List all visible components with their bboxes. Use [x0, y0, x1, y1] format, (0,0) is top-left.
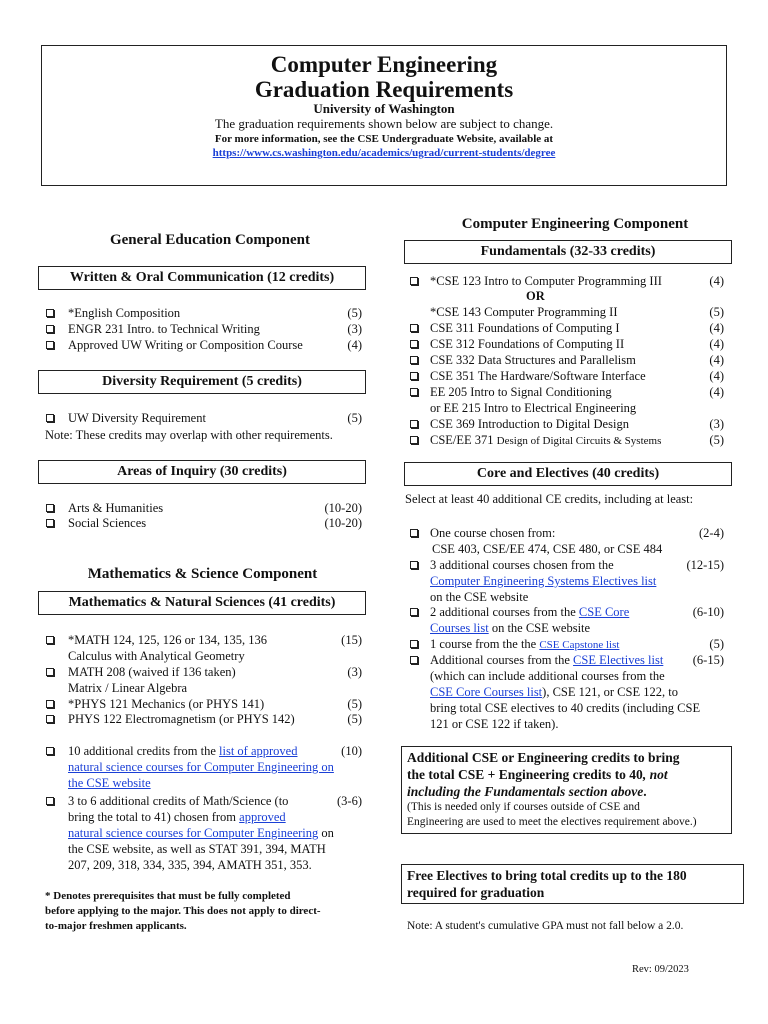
- math124-sub: Calculus with Analytical Geometry: [68, 649, 245, 663]
- extra36-line5: 207, 209, 318, 334, 335, 394, AMATH 351, 353.: [68, 858, 312, 872]
- bullet-icon: [46, 668, 54, 676]
- inquiry-item-1: Arts & Humanities: [68, 501, 164, 515]
- add-line2: the total CSE + Engineering credits to 40: [407, 767, 643, 782]
- math124: *MATH 124, 125, 126 or 134, 135, 136: [68, 633, 267, 647]
- diversity-note: Note: These credits may overlap with other requirements.: [45, 428, 333, 442]
- bullet-icon: [46, 700, 54, 708]
- inquiry-credit-1: (10-20): [324, 501, 362, 515]
- written-item-3: Approved UW Writing or Composition Course: [68, 338, 303, 352]
- approved-list-link-2[interactable]: natural science courses for Computer Engineering on: [68, 760, 334, 774]
- additional-credits-box: [401, 746, 732, 834]
- cse-core-link-2[interactable]: Courses list: [430, 621, 489, 635]
- core-box: Core and Electives (40 credits): [404, 462, 732, 486]
- revision: Rev: 09/2023: [632, 964, 689, 975]
- footnote: * Denotes prerequisites that must be fully completed before applying to the major. This does not apply to direct- to-major freshmen applicants.: [45, 890, 321, 932]
- core-credit-1: (2-4): [699, 526, 724, 540]
- bullet-icon: [46, 636, 54, 644]
- degree-link[interactable]: https://www.cs.washington.edu/academics/ugrad/current-students/degree: [212, 147, 556, 159]
- subject-to-change: The graduation requirements shown below are subject to change.: [214, 116, 554, 131]
- core-item-5-l4: bring total CSE electives to 40 credits (including CSE: [430, 701, 701, 715]
- core-item-5: Additional courses from the: [430, 653, 570, 667]
- bullet-icon: [46, 715, 54, 723]
- bullet-icon: [410, 656, 418, 664]
- bullet-icon: [46, 309, 54, 317]
- more-info: For more information, see the CSE Undergraduate Website, available at: [214, 133, 554, 145]
- inquiry-item-2: Social Sciences: [68, 516, 147, 530]
- bullet-icon: [410, 529, 418, 537]
- bullet-icon: [410, 372, 418, 380]
- core-item-1: One course chosen from:: [430, 526, 556, 540]
- add-line3-post: .: [643, 784, 647, 799]
- core-item-1-sub: CSE 403, CSE/EE 474, CSE 480, or CSE 484: [432, 542, 663, 556]
- fund-credit-1: (4): [709, 321, 724, 335]
- add-note1: (This is needed only if courses outside of CSE and: [407, 801, 640, 813]
- core-item-3: 2 additional courses from the: [430, 605, 576, 619]
- gen-ed-heading: General Education Component: [109, 232, 310, 248]
- written-credit-2: (3): [347, 322, 362, 336]
- cse369-credit: (3): [709, 417, 724, 431]
- bullet-icon: [46, 747, 54, 755]
- approved-list-link-3[interactable]: the CSE website: [68, 776, 151, 790]
- cse369: CSE 369 Introduction to Digital Design: [430, 417, 629, 431]
- cse371: CSE/EE 371: [430, 433, 494, 447]
- fund-credit-3: (4): [709, 353, 724, 367]
- written-item-1: *English Composition: [68, 306, 181, 320]
- fundamentals-box: Fundamentals (32-33 credits): [404, 240, 732, 264]
- ce-heading: Computer Engineering Component: [461, 216, 689, 232]
- diversity-box: Diversity Requirement (5 credits): [38, 370, 366, 394]
- bullet-icon: [410, 420, 418, 428]
- phys121-credit: (5): [347, 697, 362, 711]
- phys122: PHYS 122 Electromagnetism (or PHYS 142): [68, 712, 295, 726]
- extra10-text: 10 additional credits from the: [68, 744, 216, 758]
- fund-item-1: CSE 311 Foundations of Computing I: [430, 321, 620, 335]
- extra36-line1: 3 to 6 additional credits of Math/Science (to: [68, 794, 289, 808]
- systems-electives-link[interactable]: Computer Engineering Systems Electives list: [430, 574, 657, 588]
- core-item-4: 1 course from the the: [430, 637, 537, 651]
- add-line2-em: , not: [642, 767, 668, 782]
- extra36-on: on: [321, 826, 334, 840]
- core-credit-4: (5): [709, 637, 724, 651]
- bullet-icon: [410, 640, 418, 648]
- university: University of Washington: [313, 101, 455, 116]
- ee205-credit: (4): [709, 385, 724, 399]
- math-box: Mathematics & Natural Sciences (41 credits): [38, 591, 366, 615]
- capstone-link[interactable]: CSE Capstone list: [539, 639, 620, 651]
- extra10-credit: (10): [341, 744, 362, 758]
- fund-credit-2: (4): [709, 337, 724, 351]
- written-box: Written & Oral Communication (12 credits): [38, 266, 366, 290]
- bullet-icon: [46, 519, 54, 527]
- bullet-icon: [410, 388, 418, 396]
- core-item-5-l2: (which can include additional courses from the: [430, 669, 665, 683]
- core-intro: Select at least 40 additional CE credits, including at least:: [405, 492, 694, 506]
- add-line1: Additional CSE or Engineering credits to bring: [407, 750, 680, 765]
- phys122-credit: (5): [347, 712, 362, 726]
- bullet-icon: [46, 504, 54, 512]
- math124-credit: (15): [341, 633, 362, 647]
- title-line-2: Graduation Requirements: [254, 77, 514, 102]
- add-line3-em: including the Fundamentals section above: [407, 784, 644, 799]
- extra36-line4: the CSE website, as well as STAT 391, 394, MATH: [68, 842, 326, 856]
- fund-item-4: CSE 351 The Hardware/Software Interface: [430, 369, 646, 383]
- cse-electives-link[interactable]: CSE Electives list: [573, 653, 664, 667]
- core-credit-3: (6-10): [692, 605, 724, 619]
- free-line1: Free Electives to bring total credits up to the 180: [407, 868, 687, 883]
- add-note2: Engineering are used to meet the electives requirement above.): [407, 816, 697, 828]
- bullet-icon: [410, 356, 418, 364]
- extra36-credit: (3-6): [337, 794, 362, 808]
- phys121: *PHYS 121 Mechanics (or PHYS 141): [68, 697, 265, 711]
- bullet-icon: [46, 325, 54, 333]
- cse123-credit: (4): [709, 274, 724, 288]
- diversity-item: UW Diversity Requirement: [68, 411, 206, 425]
- fund-item-2: CSE 312 Foundations of Computing II: [430, 337, 625, 351]
- ee205: EE 205 Intro to Signal Conditioning: [430, 385, 612, 399]
- extra36-line2: bring the total to 41) chosen from: [68, 810, 237, 824]
- math-sci-heading: Mathematics & Science Component: [87, 566, 318, 582]
- math208-credit: (3): [347, 665, 362, 679]
- written-credit-1: (5): [347, 306, 362, 320]
- approved-list-link[interactable]: list of approved: [219, 744, 298, 758]
- cse123: *CSE 123 Intro to Computer Programming III: [430, 274, 662, 288]
- written-item-2: ENGR 231 Intro. to Technical Writing: [68, 322, 260, 336]
- inquiry-box: Areas of Inquiry (30 credits): [38, 460, 366, 484]
- core-item-2-post: on the CSE website: [430, 590, 529, 604]
- core-credit-2: (12-15): [686, 558, 724, 572]
- math208: MATH 208 (waived if 136 taken): [68, 665, 236, 679]
- bullet-icon: [410, 340, 418, 348]
- core-item-5-l5: 121 or CSE 122 if taken).: [430, 717, 559, 731]
- cse371-title: Design of Digital Circuits & Systems: [496, 435, 662, 447]
- core-item-3-post: on the CSE website: [491, 621, 591, 635]
- bullet-icon: [46, 414, 54, 422]
- cse143: *CSE 143 Computer Programming II: [430, 305, 618, 319]
- or-label: OR: [526, 289, 545, 303]
- fund-item-3: CSE 332 Data Structures and Parallelism: [430, 353, 636, 367]
- title-line-1: Computer Engineering: [270, 52, 498, 77]
- free-electives-box: [401, 864, 744, 904]
- bullet-icon: [410, 436, 418, 444]
- header-box: [41, 45, 727, 186]
- bullet-icon: [410, 277, 418, 285]
- bullet-icon: [410, 608, 418, 616]
- fund-credit-4: (4): [709, 369, 724, 383]
- approved-link[interactable]: approved: [239, 810, 286, 824]
- free-line2: required for graduation: [407, 885, 545, 900]
- core-item-2: 3 additional courses chosen from the: [430, 558, 614, 572]
- bullet-icon: [46, 797, 54, 805]
- cse-core-link[interactable]: CSE Core: [578, 605, 630, 619]
- core-item-5-l3: ), CSE 121, or CSE 122, to: [542, 685, 678, 699]
- bullet-icon: [410, 561, 418, 569]
- written-credit-3: (4): [347, 338, 362, 352]
- math208-sub: Matrix / Linear Algebra: [68, 681, 188, 695]
- cse143-credit: (5): [709, 305, 724, 319]
- cse371-credit: (5): [709, 433, 724, 447]
- bullet-icon: [46, 341, 54, 349]
- cse-core-courses-link[interactable]: CSE Core Courses list: [430, 685, 543, 699]
- inquiry-credit-2: (10-20): [324, 516, 362, 530]
- ee215: or EE 215 Intro to Electrical Engineering: [430, 401, 637, 415]
- gpa-note: Note: A student's cumulative GPA must not fall below a 2.0.: [407, 920, 684, 932]
- diversity-credit: (5): [347, 411, 362, 425]
- bullet-icon: [410, 324, 418, 332]
- approved-natsci-link[interactable]: natural science courses for Computer Engineering: [68, 826, 319, 840]
- core-credit-5: (6-15): [692, 653, 724, 667]
